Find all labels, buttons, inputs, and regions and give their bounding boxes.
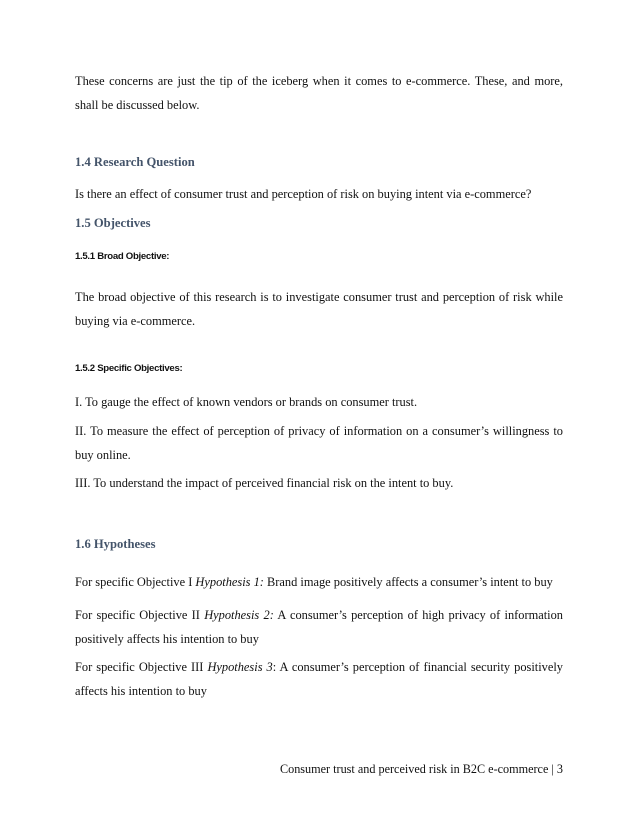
specific-objective-item: II. To measure the effect of perception of privacy of information on a consumer’s willingness to buy online. <box>75 424 563 462</box>
hypothesis-item <box>75 603 563 651</box>
broad-objective-text: The broad objective of this research is to investigate consumer trust and perception of risk while buying via e-commerce. <box>75 290 563 328</box>
hypothesis-text: : A consumer’s perception of financial security positively affects his intention to buy <box>75 660 563 698</box>
intro-paragraph: These concerns are just the tip of the iceberg when it comes to e-commerce. These, and more, shall be discussed below. <box>75 74 563 112</box>
specific-objective-item: I. To gauge the effect of known vendors or brands on consumer trust. <box>75 395 418 409</box>
broad-objective-heading: 1.5.1 Broad Objective: <box>75 251 170 262</box>
hypothesis-label: Hypothesis 3 <box>207 660 273 674</box>
hypothesis-item <box>75 655 563 703</box>
specific-objective-item: III. To understand the impact of perceived financial risk on the intent to buy. <box>75 476 454 490</box>
specific-objectives-heading: 1.5.2 Specific Objectives: <box>75 363 183 374</box>
page-footer: Consumer trust and perceived risk in B2C e-commerce | 3 <box>279 762 563 776</box>
hypothesis-prefix: For specific Objective II <box>75 608 205 622</box>
hypothesis-prefix: For specific Objective I <box>75 575 196 589</box>
hypothesis-text: Brand image positively affects a consumer’s intent to buy <box>263 575 553 589</box>
hypothesis-prefix: For specific Objective III <box>75 660 208 674</box>
hypotheses-heading: 1.6 Hypotheses <box>75 537 156 551</box>
research-question-heading: 1.4 Research Question <box>75 155 195 169</box>
hypothesis-label: Hypothesis 2: <box>204 608 274 622</box>
hypothesis-item <box>75 570 563 594</box>
hypothesis-label: Hypothesis 1: <box>195 575 264 589</box>
objectives-heading: 1.5 Objectives <box>75 216 151 230</box>
research-question-text: Is there an effect of consumer trust and perception of risk on buying intent via e-commerce? <box>75 187 532 201</box>
hypothesis-text: A consumer’s perception of high privacy of information positively affects his intention to buy <box>75 608 563 646</box>
